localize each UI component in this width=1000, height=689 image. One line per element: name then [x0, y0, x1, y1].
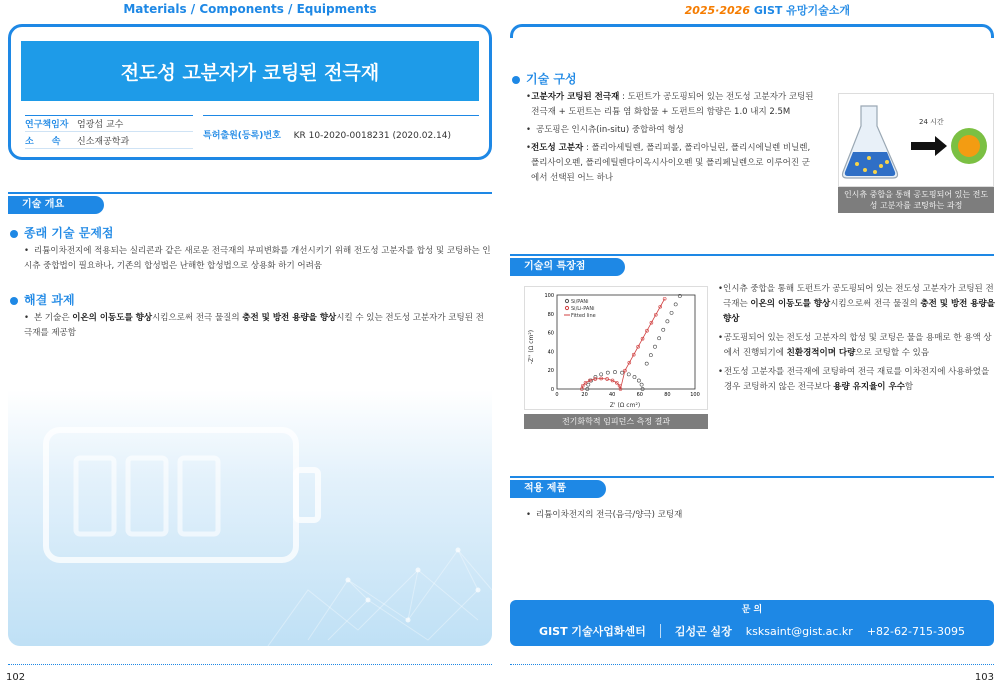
feature-item: • 전도성 고분자를 전극재에 코팅하여 전극 재료를 이차전지에 사용하였을 경우 코팅하지 않은 전극보다 용량 유지율이 우수함	[718, 367, 990, 392]
bullet-dot-icon	[512, 76, 520, 84]
solution-text: • 본 기술은 이온의 이동도를 향상시킴으로써 전극 물질의 충전 및 방전 용량을 향상시킬 수 있는 전도성 고분자가 코팅된 전극재를 제공함	[24, 313, 484, 338]
section-overview-label: 기술 개요	[8, 196, 104, 214]
fig2-ytick: 20	[547, 368, 554, 375]
contact-title: 문 의	[741, 605, 763, 615]
impedance-chart	[525, 287, 709, 411]
battery-background-image	[8, 390, 492, 646]
frame-arc	[510, 24, 994, 38]
fig2-point-si-pani	[658, 337, 661, 340]
fig2-ytick: 0	[550, 387, 554, 393]
fig2-ytick: 60	[547, 330, 554, 337]
fig2-point-si-pani	[649, 354, 652, 357]
features-list	[718, 282, 996, 395]
patent-label: 특허출원(등록)번호	[203, 131, 281, 141]
page-title: 전도성 고분자가 코팅된 전극재	[21, 41, 479, 101]
fig2-ytick: 40	[547, 349, 554, 356]
section-features-label: 기술의 특장점	[510, 258, 625, 276]
fig2-point-si-pani	[600, 373, 603, 376]
composition-list	[526, 90, 818, 186]
section-applications-label: 적용 제품	[510, 480, 606, 498]
solution-heading: 해결 과제	[10, 291, 75, 308]
fig1-time-label: 24 시간	[919, 118, 944, 126]
problem-text: • 리튬이차전지에 적용되는 실리콘과 같은 새로운 전극재의 부피변화를 개선시키기 위해 전도성 고분자를 합성 및 코팅하는 인시츄 중합법이 필요하나, 기존의 합성법은 난해한 합성법으로 상용화 하기 어려움	[24, 246, 491, 271]
fig2-point-si-pani	[640, 383, 643, 386]
fig2-xtick: 20	[581, 392, 588, 398]
department-label: 소 속	[25, 136, 61, 147]
problem-heading: 종래 기술 문제점	[10, 224, 114, 241]
researcher-info	[25, 115, 193, 149]
contact-email[interactable]: ksksaint@gist.ac.kr	[745, 624, 853, 638]
running-header: Materials / Components / Equipments	[123, 2, 377, 16]
impedance-chart-figure	[524, 286, 708, 410]
composition-item: • 전도성 고분자 : 폴리아세틸렌, 폴리피롤, 폴리아닐린, 폴리시에닐렌 비닐렌, 폴리사이오펜, 폴리에틸렌다이옥시사이오펜 및 폴리페닐렌으로 이루어진 군에서 선택된 어느 하나	[526, 143, 811, 183]
fig2-point-si-pani	[633, 375, 636, 378]
contact-bar	[510, 600, 994, 646]
fig2-point-si-pani	[645, 362, 648, 365]
fig2-point-si-pani	[674, 303, 677, 306]
contact-divider	[660, 624, 661, 638]
patent-value: KR 10-2020-0018231 (2020.02.14)	[293, 131, 452, 141]
contact-org: GIST 기술사업화센터	[539, 625, 646, 638]
coating-process-figure	[838, 93, 994, 187]
section-overview	[8, 196, 492, 214]
fig2-legend-item: Si/Li-PANi	[571, 306, 595, 312]
fig2-point-si-pani	[606, 371, 609, 374]
fig2-point-si-pani	[653, 345, 656, 348]
contact-person: 김성곤 실장	[674, 625, 732, 638]
fig1-caption: 인시츄 중합을 통해 공도핑되어 있는 전도성 고분자를 코팅하는 과정	[838, 187, 994, 213]
application-text: • 리튬이차전지의 전극(음극/양극) 코팅재	[526, 510, 683, 520]
feature-item: • 공도핑되어 있는 전도성 고분자의 합성 및 코팅은 물을 용매로 한 용액 상에서 진행되기에 친환경적이며 다량으로 코팅할 수 있음	[718, 333, 992, 358]
fig2-point-si-pani	[666, 320, 669, 323]
fig2-point-si-pani	[662, 328, 665, 331]
researcher-label: 연구책임자	[25, 120, 69, 130]
fig2-xlabel: Z' (Ω cm²)	[609, 402, 641, 409]
footer-rule	[510, 664, 994, 665]
right-page	[500, 0, 1000, 689]
fig2-point-si-pani	[637, 379, 640, 382]
patent-info	[203, 115, 479, 141]
title-card	[8, 24, 492, 160]
running-header: 2025·2026 GIST 유망기술소개	[684, 4, 850, 17]
bullet-dot-icon	[10, 297, 18, 305]
fig2-xtick: 80	[664, 392, 671, 398]
fig2-legend-item: Fitted line	[571, 313, 596, 319]
contact-phone: +82-62-715-3095	[866, 624, 965, 638]
feature-item: • 인시츄 중합을 통해 도펀트가 공도핑되어 있는 전도성 고분자가 코팅된 전극재는 이온의 이동도를 향상시킴으로써 전극 물질의 충전 및 방전 용량을 향상	[718, 284, 995, 324]
section-applications	[510, 480, 994, 498]
fig2-point-si-pani	[613, 370, 616, 373]
composition-item: • 공도핑은 인시츄(in-situ) 중합하여 형성	[526, 125, 684, 135]
researcher-value: 엄광섭 교수	[77, 120, 124, 130]
fig2-xtick: 60	[636, 392, 643, 398]
section-features	[510, 258, 994, 276]
fig2-ytick: 80	[547, 311, 554, 318]
fig2-point-si-pani	[627, 373, 630, 376]
page-number: 102	[6, 672, 26, 683]
footer-rule	[8, 664, 492, 665]
fig2-legend-item: Si/PANi	[571, 299, 589, 305]
fig2-caption: 전기화학적 임피던스 측정 결과	[524, 414, 708, 429]
fig2-xtick: 100	[690, 392, 700, 398]
bullet-dot-icon	[10, 230, 18, 238]
page-number: 103	[974, 672, 994, 683]
composition-item: • 고분자가 코팅된 전극재 : 도펀트가 공도핑되어 있는 전도성 고분자가 코팅된 전극재 + 도펀트는 리튬 염 화합물 + 도펀트의 함량은 1.0 내지 2.5M	[526, 92, 814, 117]
fig2-xtick: 0	[555, 392, 559, 398]
fig2-ylabel: -Z'' (Ω cm²)	[528, 329, 535, 365]
fig2-point-si-pani	[670, 311, 673, 314]
composition-heading: 기술 구성	[512, 70, 577, 87]
fig2-point-si-pani	[621, 371, 624, 374]
fig2-xtick: 40	[609, 392, 616, 398]
department-value: 신소재공학과	[77, 136, 130, 147]
fig2-ytick: 100	[544, 293, 554, 299]
